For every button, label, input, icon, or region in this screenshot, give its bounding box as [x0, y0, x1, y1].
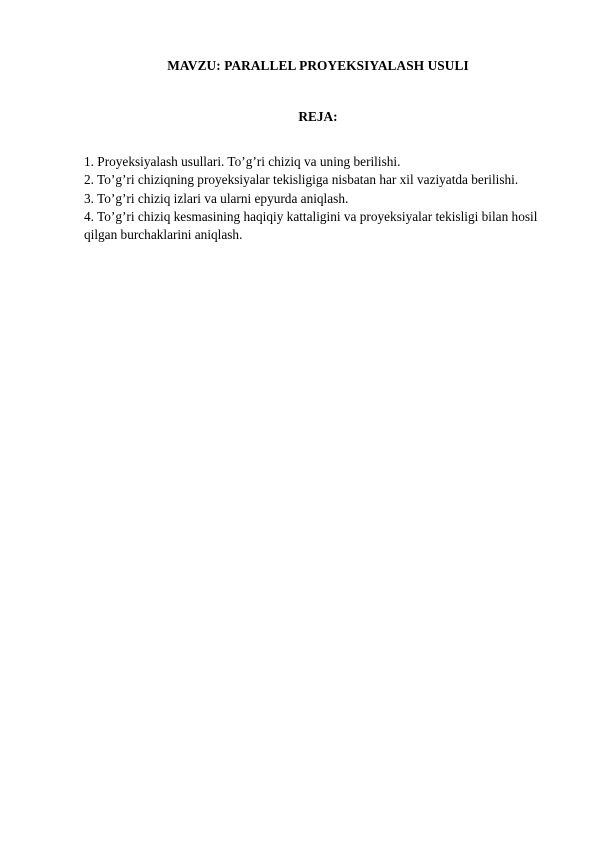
plan-item-1: 1. Proyeksiyalash usullari. To’g’ri chiziq va uning berilishi. [84, 154, 401, 169]
plan-item-2: 2. To’g’ri chiziqning proyeksiyalar tekisligiga nisbatan har xil vaziyatda berilishi. [84, 172, 519, 188]
plan-heading: REJA: [298, 109, 338, 124]
document-title: MAVZU: PARALLEL PROYEKSIYALASH USULI [167, 58, 469, 73]
plan-item-4: 4. To’g’ri chiziq kesmasining haqiqiy kattaligini va proyeksiyalar tekisligi bilan hosil qilgan burchaklarini aniqlash. [84, 208, 538, 242]
plan-item-3: 3. To’g’ri chiziq izlari va ularni epyurda aniqlash. [84, 190, 349, 206]
plan-list [84, 153, 554, 244]
